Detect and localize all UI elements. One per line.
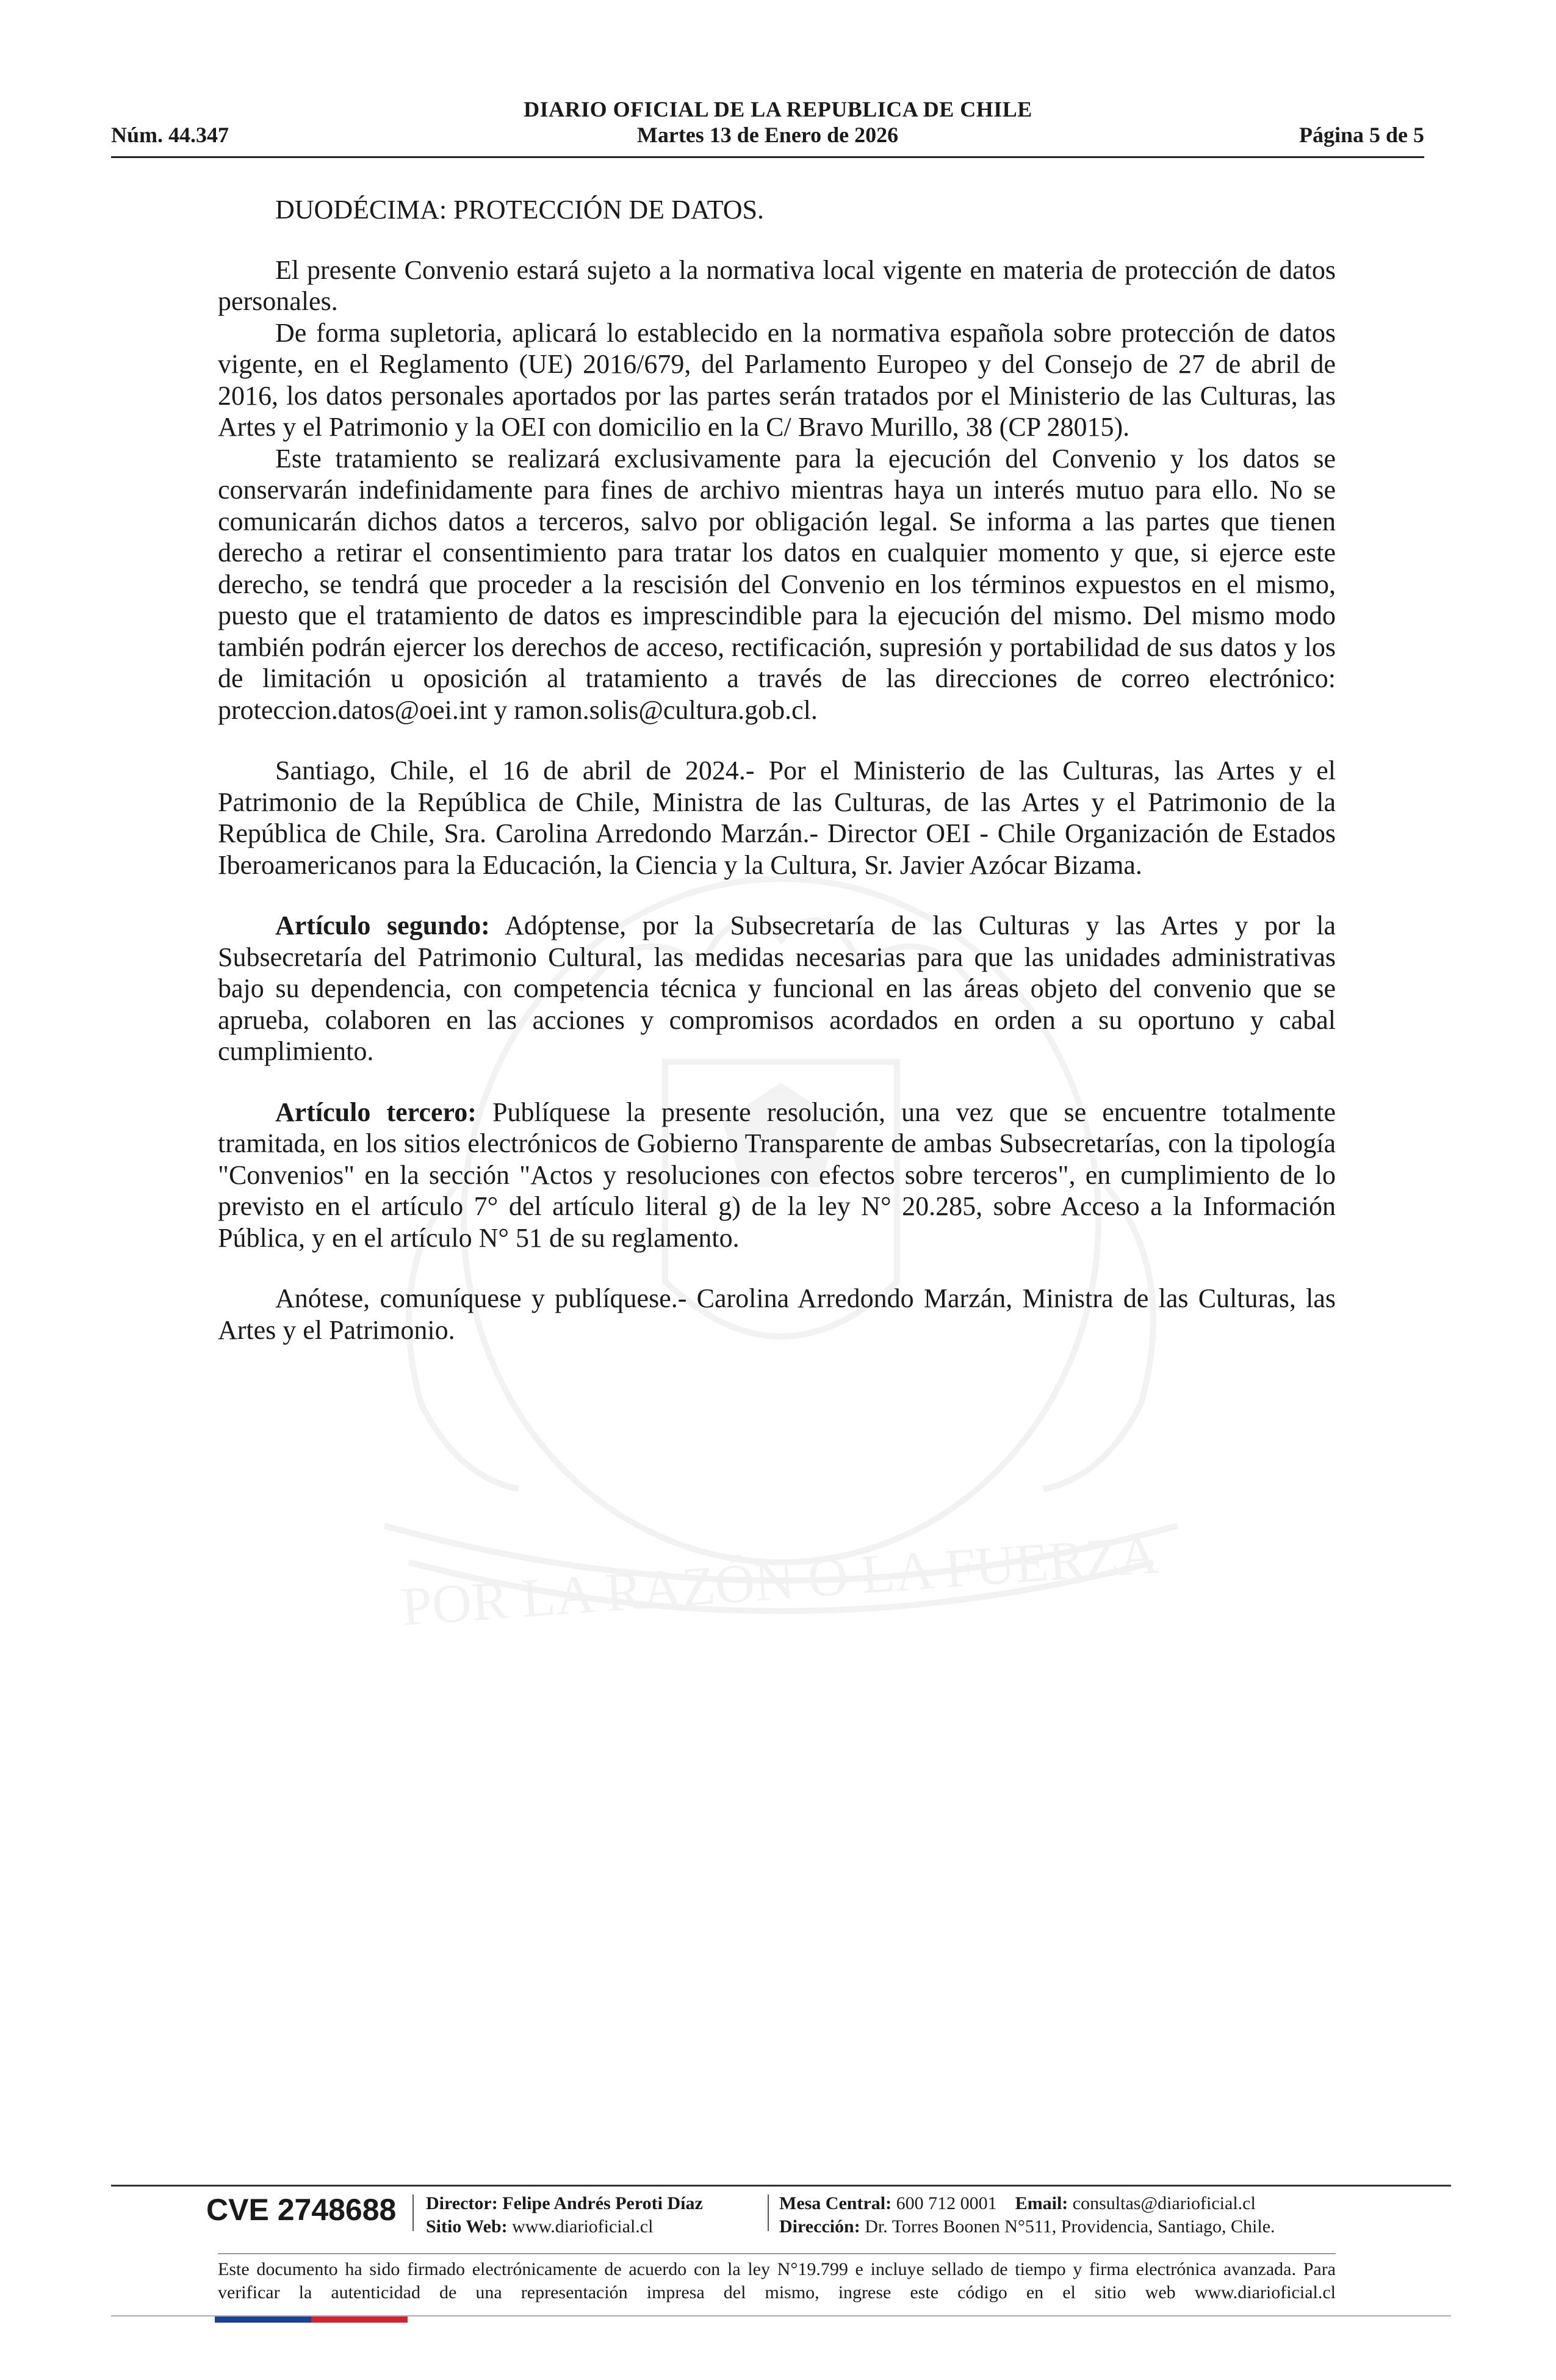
flag-stripe-red [311, 2317, 408, 2323]
article-text: Publíquese la presente resolución, una vez que se encuentre totalmente tramitada, en los sitios electrónicos de Gobierno Transparente de ambas Subsecretarías, con la tipología "Convenios" en la sección "Actos y resoluciones con efectos sobre terceros", en cumplimiento de lo previsto en el artículo 7° del artículo literal g) de la ley N° 20.285, sobre Acceso a la Información Pública, y en el artículo N° 51 de su reglamento. [218, 1097, 1336, 1253]
mesa-phone: 600 712 0001 [896, 2193, 997, 2213]
address: Dr. Torres Boonen N°511, Providencia, Santiago, Chile. [865, 2216, 1275, 2237]
paragraph: El presente Convenio estará sujeto a la normativa local vigente en materia de protección de datos personales. [218, 254, 1336, 316]
director-name: Felipe Andrés Peroti Díaz [502, 2193, 703, 2213]
closing-paragraph: Anótese, comuníquese y publíquese.- Carolina Arredondo Marzán, Ministra de las Culturas, las Artes y el Patrimonio. [218, 1283, 1336, 1345]
paragraph: De forma supletoria, aplicará lo establecido en la normativa española sobre protección de datos vigente, en el Reglamento (UE) 2016/679, del Parlamento Europeo y del Consejo de 27 de abril de 2016, los datos personales aportados por las partes serán tratados por el Ministerio de las Culturas, las Artes y el Patrimonio y la OEI con domicilio en la C/ Bravo Murillo, 38 (CP 28015). [218, 317, 1336, 442]
email-link[interactable]: consultas@diarioficial.cl [1072, 2193, 1256, 2213]
header-divider [111, 156, 1424, 158]
article-text: Adóptense, por la Subsecretaría de las Culturas y las Artes y por la Subsecretaría del Patrimonio Cultural, las medidas necesarias para que las unidades administrativas bajo su dependencia, con competencia técnica y funcional en las áreas objeto del convenio que se aprueba, colaboren en las acciones y compromisos acordados en orden a su oportuno y cabal cumplimiento. [218, 911, 1336, 1066]
footer-inner-divider [218, 2253, 1336, 2254]
article-label: Artículo tercero: [275, 1097, 477, 1127]
footer-separator [768, 2194, 769, 2231]
section-heading: DUODÉCIMA: PROTECCIÓN DE DATOS. [275, 195, 765, 225]
site-link[interactable]: www.diarioficial.cl [512, 2216, 654, 2237]
flag-stripe-blue [215, 2317, 311, 2323]
footer-separator [412, 2194, 414, 2231]
address-label: Dirección: [779, 2216, 860, 2237]
director-block [426, 2192, 703, 2238]
article-third [218, 1097, 1336, 1254]
article-label: Artículo segundo: [275, 911, 490, 940]
signature-notice: Este documento ha sido firmado electrónicamente de acuerdo con la ley N°19.799 e incluye sellado de tiempo y firma electrónica avanzada. Para verificar la autenticidad de una representación impresa del mismo, ingrese este código en el sitio web www.diarioficial.cl [218, 2259, 1336, 2302]
article-second [218, 910, 1336, 1067]
page-indicator: Página 5 de 5 [1298, 123, 1424, 147]
document-body [218, 194, 1336, 1346]
signature-paragraph: Santiago, Chile, el 16 de abril de 2024.- Por el Ministerio de las Culturas, las Artes y el Patrimonio de la República de Chile, Ministra de las Culturas, de las Artes y el Patrimonio de la República de Chile, Sra. Carolina Arredondo Marzán.- Director OEI - Chile Organización de Estados Iberoamericanos para la Educación, la Ciencia y la Cultura, Sr. Javier Azócar Bizama. [218, 755, 1336, 880]
watermark-motto: POR LA RAZÓN O LA FUERZA [399, 1524, 1161, 1638]
edition-number: Núm. 44.347 [111, 123, 229, 147]
footer-divider [111, 2185, 1451, 2187]
newspaper-title: DIARIO OFICIAL DE LA REPUBLICA DE CHILE [524, 97, 1032, 121]
contact-block [779, 2192, 1275, 2238]
director-label: Director: [426, 2193, 498, 2213]
email-label: Email: [1015, 2193, 1068, 2213]
mesa-label: Mesa Central: [779, 2193, 892, 2213]
site-label: Sitio Web: [426, 2216, 508, 2237]
edition-date: Martes 13 de Enero de 2026 [636, 123, 899, 147]
paragraph: Este tratamiento se realizará exclusivamente para la ejecución del Convenio y los datos se conservarán indefinidamente para fines de archivo mientras haya un interés mutuo para ello. No se comunicarán dichos datos a terceros, salvo por obligación legal. Se informa a las partes que tienen derecho a retirar el consentimiento para tratar los datos en cualquier momento y que, si ejerce este derecho, se tendrá que proceder a la rescisión del Convenio en los términos expuestos en el mismo, puesto que el tratamiento de datos es imprescindible para la ejecución del mismo. Del mismo modo también podrán ejercer los derechos de acceso, rectificación, supresión y portabilidad de sus datos y los de limitación u oposición al tratamiento a través de las direcciones de correo electrónico: proteccion.datos@oei.int y ramon.solis@cultura.gob.cl. [218, 443, 1336, 725]
cve-code: CVE 2748688 [206, 2193, 397, 2227]
